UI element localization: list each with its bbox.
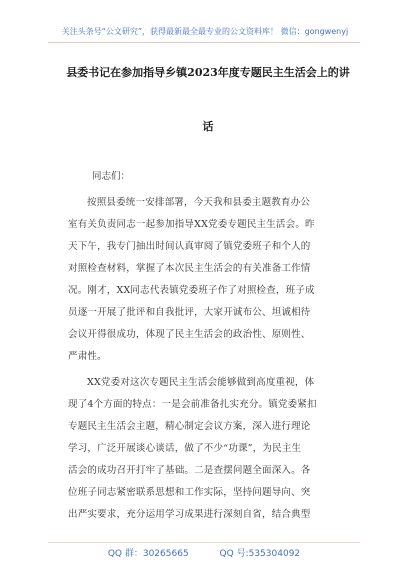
header-divider (48, 42, 360, 43)
paragraph-line: 学习，广泛开展谈心谈话，做了不少“功课”，为民主生 (68, 443, 302, 454)
footer-qq-number: QQ 号:535304092 (219, 549, 301, 559)
paragraph-line: 员逐一开展了批评和自我批评，大家开诚布公、坦诚相待 (68, 307, 311, 318)
paragraph-line: XX党委对这次专题民主生活会能够做到高度重视，体 (87, 377, 315, 388)
paragraph-line: 位班子同志紧密联系思想和工作实际，坚持问题导向、突 (68, 487, 311, 498)
document-title-continued: 话 (202, 120, 214, 133)
paragraph-line: 室有关负责同志一起参加指导XX党委专题民主生活会。昨 (68, 219, 315, 230)
paragraph-line: 况。刚才，XX同志代表镇党委班子作了对照检查，班子成 (68, 285, 315, 296)
salutation: 同志们： (92, 171, 131, 182)
paragraph-1 (68, 192, 350, 368)
paragraph-line: 严肃性。 (68, 351, 107, 362)
paragraph-line: 活会的成功召开打牢了基础。二是查摆问题全面深入。各 (68, 465, 311, 476)
header-banner: 关注头条号“公文研究”，获得最新最全最专业的公文资料库！ 微信：gongwenyj (61, 27, 349, 36)
paragraph-line: 天下午，我专门抽出时间认真审阅了镇党委班子和个人的 (68, 241, 311, 252)
paragraph-2 (68, 372, 350, 526)
footer-qq-group: QQ 群：30265665 (107, 549, 189, 559)
document-title: 县委书记在参加指导乡镇2023年度专题民主生活会上的讲 (66, 66, 350, 79)
paragraph-line: 按照县委统一安排部署，今天我和县委主题教育办公 (87, 197, 311, 208)
footer-divider (48, 542, 360, 543)
paragraph-line: 对照检查材料，掌握了本次民主生活会的有关准备工作情 (68, 263, 311, 274)
paragraph-line: 会议开得很成功，体现了民主生活会的政治性、原则性、 (68, 329, 311, 340)
paragraph-line: 专题民主生活会主题，精心制定会议方案，深入进行理论 (68, 421, 311, 432)
footer (0, 548, 408, 560)
paragraph-line: 出严实要求，充分运用学习成果进行深刻自省，结合典型 (68, 509, 311, 520)
paragraph-line: 现了4个方面的特点：一是会前准备扎实充分。镇党委紧扣 (68, 399, 317, 410)
